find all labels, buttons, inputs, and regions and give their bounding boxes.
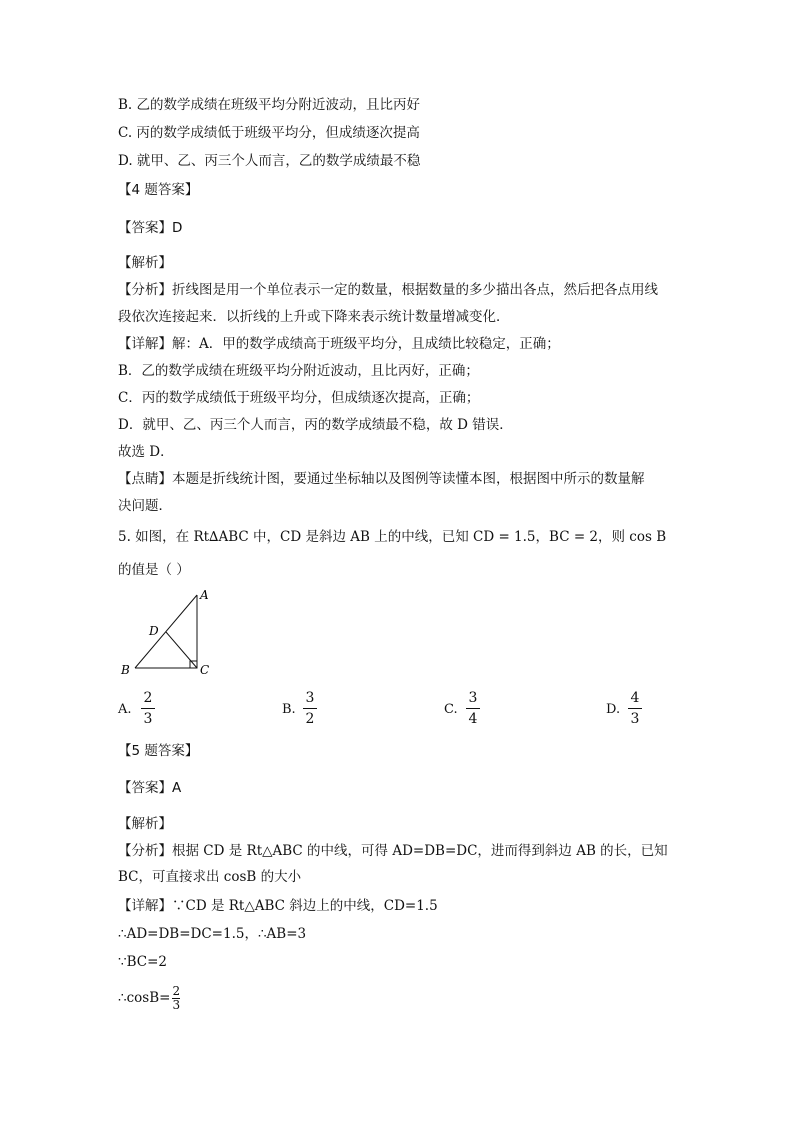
denominator: 4 (468, 711, 478, 727)
q4-option-d: D. 就甲、乙、丙三个人而言，乙的数学成绩最不稳 (118, 153, 421, 169)
q5-analysis-heading: 【解析】 (118, 816, 172, 832)
q5-stem-line1: 5. 如图，在 Rt∆ABC 中，CD 是斜边 AB 上的中线，已知 CD = 1.5，BC = 2，则 cos B (118, 529, 667, 545)
numerator: 2 (143, 690, 153, 706)
numerator: 4 (630, 690, 640, 706)
q5-analysis-line6 (118, 985, 180, 1012)
denominator: 3 (630, 711, 640, 727)
q4-analysis-line1: 【分析】折线图是用一个单位表示一定的数量，根据数量的多少描出各点，然后把各点用线 (118, 282, 658, 298)
q4-analysis-line2: 段依次连接起来．以折线的上升或下降来表示统计数量增减变化． (118, 309, 510, 325)
q5-analysis-line3: 【详解】∵CD 是 Rt△ABC 斜边上的中线，CD=1.5 (118, 898, 438, 914)
q5-analysis-line1: 【分析】根据 CD 是 Rt△ABC 的中线，可得 AD=DB=DC，进而得到斜边 AB 的长，已知 (118, 843, 668, 859)
q5-analysis-line2: BC，可直接求出 cosB 的大小 (118, 869, 302, 885)
numerator: 3 (305, 690, 315, 706)
q4-option-b: B. 乙的数学成绩在班级平均分附近波动，且比丙好 (118, 97, 421, 113)
q4-analysis-line7: 故选 D． (118, 444, 174, 460)
cosb-prefix: ∴cosB= (118, 990, 171, 1006)
q5-option-b-letter: B. (282, 702, 296, 717)
q4-analysis-heading: 【解析】 (118, 255, 172, 271)
q4-answer-heading: 【4 题答案】 (118, 182, 199, 198)
q4-analysis-line6: D．就甲、乙、丙三个人而言，丙的数学成绩最不稳，故 D 错误． (118, 417, 513, 433)
label-c: C (200, 663, 210, 677)
q4-analysis-line4: B．乙的数学成绩在班级平均分附近波动，且比丙好，正确； (118, 363, 479, 379)
q5-triangle-figure (115, 585, 225, 680)
label-d: D (149, 624, 159, 638)
q5-answer: 【答案】A (118, 780, 182, 796)
cosb-fraction (172, 985, 180, 1012)
label-b: B (121, 663, 130, 677)
denominator: 2 (305, 711, 315, 727)
q4-analysis-line9: 决问题． (118, 498, 172, 514)
q5-option-c-fraction (466, 689, 480, 728)
q4-option-c: C. 丙的数学成绩低于班级平均分，但成绩逐次提高 (118, 125, 420, 141)
q5-stem-line2: 的值是（ ） (118, 562, 190, 578)
q5-option-a-letter: A. (118, 702, 132, 717)
numerator: 2 (172, 984, 181, 998)
q4-answer: 【答案】D (118, 220, 183, 236)
q5-analysis-line4: ∴AD=DB=DC=1.5，∴AB=3 (118, 926, 307, 942)
median-cd (166, 632, 197, 668)
q5-option-b-fraction (303, 689, 317, 728)
denominator: 3 (143, 711, 153, 727)
q5-option-d-fraction (628, 689, 642, 728)
q4-analysis-line5: C．丙的数学成绩低于班级平均分，但成绩逐次提高，正确； (118, 390, 480, 406)
q5-option-c-letter: C. (444, 702, 458, 717)
q4-analysis-line8: 【点睛】本题是折线统计图，要通过坐标轴以及图例等读懂本图，根据图中所示的数量解 (118, 471, 645, 487)
q5-answer-heading: 【5 题答案】 (118, 743, 199, 759)
label-a: A (200, 588, 209, 602)
q4-analysis-line3: 【详解】解：A．甲的数学成绩高于班级平均分，且成绩比较稳定，正确； (118, 336, 560, 352)
q5-option-a-fraction (141, 689, 155, 728)
denominator: 3 (172, 998, 181, 1012)
numerator: 3 (468, 690, 478, 706)
q5-option-d-letter: D. (606, 702, 621, 717)
q5-analysis-line5: ∵BC=2 (118, 954, 167, 970)
